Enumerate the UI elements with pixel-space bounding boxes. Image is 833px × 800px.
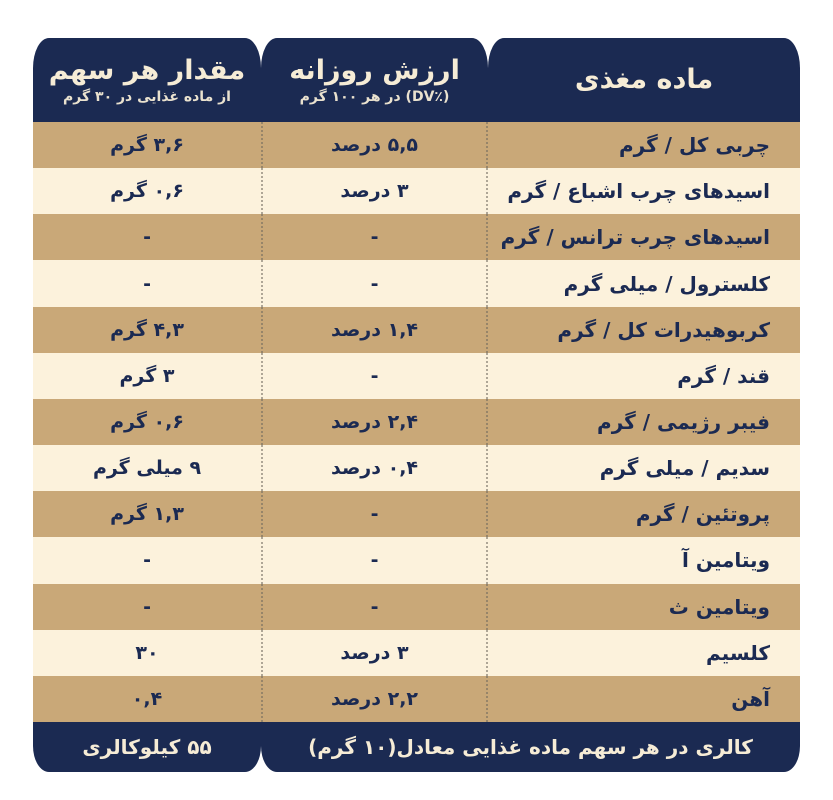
- amount-cell: -: [143, 595, 151, 618]
- amount-cell: ۰,۶ گرم: [110, 411, 184, 434]
- daily-value-cell: -: [261, 353, 488, 399]
- amount-cell: -: [143, 272, 151, 295]
- nutrient-name-cell: اسیدهای چرب ترانس / گرم: [500, 225, 770, 250]
- header-amount-title: مقدار هر سهم: [48, 54, 246, 86]
- table-row: [33, 491, 800, 537]
- amount-cell: ۰,۴: [131, 687, 163, 710]
- daily-value-cell: ۵,۵ درصد: [261, 122, 488, 168]
- table-footer: [33, 722, 800, 772]
- amount-cell: -: [143, 549, 151, 572]
- daily-value-cell: ۳ درصد: [261, 168, 488, 214]
- table-row: [33, 168, 800, 214]
- table-header: [33, 38, 800, 122]
- daily-value-cell: ۲,۲ درصد: [261, 676, 488, 722]
- amount-cell: ۳,۶ گرم: [110, 134, 184, 157]
- header-cell-amount: [33, 38, 261, 122]
- daily-value-cell: -: [261, 491, 488, 537]
- nutrient-name-cell: ویتامین ث: [668, 594, 770, 619]
- daily-value-cell: ۱,۴ درصد: [261, 307, 488, 353]
- table-row: [33, 307, 800, 353]
- table-row: [33, 537, 800, 583]
- table-row: [33, 122, 800, 168]
- nutrient-name-cell: آهن: [731, 686, 770, 711]
- amount-cell: ۰,۶ گرم: [110, 180, 184, 203]
- table-row: [33, 630, 800, 676]
- nutrient-name-cell: سدیم / میلی گرم: [599, 456, 770, 481]
- table-row: [33, 399, 800, 445]
- amount-cell: ۳۰: [135, 641, 159, 664]
- calories-value: ۵۵ کیلوکالری: [33, 722, 261, 772]
- daily-value-cell: -: [261, 260, 488, 306]
- table-row: [33, 260, 800, 306]
- daily-value-cell: ۰,۴ درصد: [261, 445, 488, 491]
- daily-value-cell: -: [261, 537, 488, 583]
- amount-cell: ۹ میلی گرم: [92, 457, 202, 480]
- nutrient-name-cell: اسیدهای چرب اشباع / گرم: [507, 179, 770, 204]
- table-row: [33, 676, 800, 722]
- daily-value-cell: -: [261, 584, 488, 630]
- calories-label: کالری در هر سهم ماده غذایی معادل(۱۰ گرم): [261, 722, 800, 772]
- header-daily-value-subtitle: (٪DV) در هر ۱۰۰ گرم: [299, 89, 450, 106]
- amount-cell: ۳ گرم: [119, 364, 175, 387]
- table-row: [33, 445, 800, 491]
- nutrient-name-cell: فیبر رژیمی / گرم: [597, 410, 770, 435]
- header-amount-subtitle: از ماده غذایی در ۳۰ گرم: [63, 89, 231, 106]
- nutrient-name-cell: قند / گرم: [677, 363, 770, 388]
- daily-value-cell: ۲,۴ درصد: [261, 399, 488, 445]
- header-cell-daily-value: [261, 38, 488, 122]
- amount-cell: -: [143, 226, 151, 249]
- nutrient-name-cell: چربی کل / گرم: [618, 133, 770, 158]
- nutrient-name-cell: پروتئین / گرم: [635, 502, 770, 527]
- table-row: [33, 584, 800, 630]
- daily-value-cell: -: [261, 214, 488, 260]
- nutrient-name-cell: کلسترول / میلی گرم: [563, 271, 770, 296]
- header-cell-nutrient: [488, 38, 800, 122]
- header-daily-value-title: ارزش روزانه: [289, 54, 460, 86]
- nutrient-name-cell: ویتامین آ: [682, 548, 770, 573]
- header-nutrient-title: ماده مغذی: [574, 64, 714, 96]
- amount-cell: ۱,۳ گرم: [110, 503, 184, 526]
- amount-cell: ۴,۳ گرم: [110, 318, 184, 341]
- daily-value-cell: ۳ درصد: [261, 630, 488, 676]
- nutrient-name-cell: کلسیم: [706, 640, 770, 665]
- table-row: [33, 214, 800, 260]
- table-rows: [33, 122, 800, 722]
- table-row: [33, 353, 800, 399]
- nutrient-name-cell: کربوهیدرات کل / گرم: [557, 317, 770, 342]
